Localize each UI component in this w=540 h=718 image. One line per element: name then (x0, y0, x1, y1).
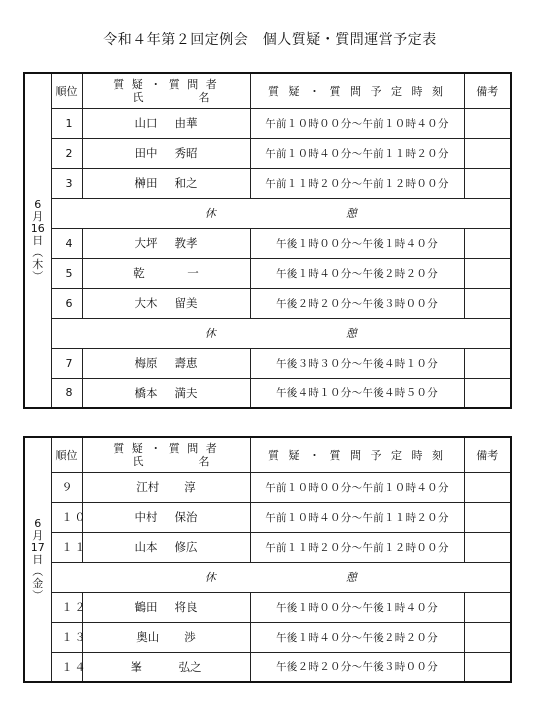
row-name (82, 378, 250, 408)
row-remarks (464, 228, 511, 258)
row-name (82, 138, 250, 168)
row-time: 午前１０時４０分～午前１１時２０分 (250, 502, 464, 532)
header-time: 質 疑 ・ 質 問 予 定 時 刻 (250, 437, 464, 472)
date-char: ︵ (32, 564, 44, 578)
row-order: 6 (51, 288, 82, 318)
break-label-b: 憩 (345, 571, 357, 584)
row-family-name: 橋本 (134, 385, 158, 400)
break-cell (51, 562, 511, 592)
row-family-name: 田中 (134, 146, 158, 160)
break-cell (51, 318, 511, 348)
table-row (24, 228, 511, 258)
header-name-mei: 名 (198, 90, 210, 104)
row-remarks (464, 652, 511, 682)
table-row (24, 108, 511, 138)
row-family-name: 江村 (136, 480, 160, 494)
row-family-name: 梅原 (134, 356, 158, 370)
header-name-shi: 氏 (132, 454, 144, 468)
header-time: 質 疑 ・ 質 問 予 定 時 刻 (250, 73, 464, 108)
row-given-name: 将良 (174, 600, 198, 614)
row-remarks (464, 168, 511, 198)
row-given-name: 保治 (174, 510, 198, 524)
row-family-name: 大坪 (134, 236, 158, 250)
table-row (24, 592, 511, 622)
row-name (82, 288, 250, 318)
row-order: １０ (51, 502, 82, 532)
break-label-b: 憩 (345, 327, 357, 340)
break-row (24, 562, 511, 592)
page-title: 令和４年第２回定例会 個人質疑・質問運営予定表 (103, 32, 437, 48)
table-row (24, 652, 511, 682)
date-char: 日 (32, 552, 44, 566)
header-name-line1: 質 疑 ・ 質 問 者 (113, 441, 219, 455)
table-row (24, 168, 511, 198)
table-row (24, 258, 511, 288)
row-order: 1 (51, 108, 82, 138)
row-remarks (464, 532, 511, 562)
row-remarks (464, 592, 511, 622)
schedule-table-day1 (23, 72, 512, 409)
row-time: 午後４時１０分～午後４時５０分 (250, 378, 464, 408)
row-order: 2 (51, 138, 82, 168)
row-remarks (464, 348, 511, 378)
row-given-name: 留美 (174, 296, 198, 310)
row-family-name: 乾 (133, 266, 145, 280)
row-given-name: 秀昭 (174, 146, 198, 160)
row-family-name: 奥山 (136, 630, 160, 644)
row-remarks (464, 138, 511, 168)
date-char: 木 (32, 257, 44, 271)
row-given-name: 和之 (174, 176, 198, 190)
row-order: 7 (51, 348, 82, 378)
row-remarks (464, 378, 511, 408)
date-char: 17 (30, 540, 45, 554)
row-order: 3 (51, 168, 82, 198)
break-label-a: 休 (204, 571, 216, 584)
row-name (82, 502, 250, 532)
date-char: ︶ (32, 269, 44, 283)
row-order: ９ (51, 472, 82, 502)
row-remarks (464, 472, 511, 502)
row-given-name: 満夫 (174, 385, 198, 400)
row-order: １２ (51, 592, 82, 622)
header-name-mei: 名 (198, 454, 210, 468)
header-name (82, 437, 250, 472)
row-family-name: 中村 (134, 510, 158, 524)
row-time: 午前１１時２０分～午前１２時００分 (250, 168, 464, 198)
row-order: 5 (51, 258, 82, 288)
row-family-name: 大木 (134, 296, 158, 310)
row-family-name: 鶴田 (134, 600, 158, 614)
row-remarks (464, 502, 511, 532)
row-given-name: 一 (187, 266, 199, 280)
break-row (24, 318, 511, 348)
break-label-a: 休 (204, 327, 216, 340)
header-remarks: 備考 (464, 73, 511, 108)
row-name (82, 108, 250, 138)
row-time: 午後１時００分～午後１時４０分 (250, 592, 464, 622)
row-order: 4 (51, 228, 82, 258)
row-given-name: 修広 (174, 540, 198, 554)
table-row (24, 532, 511, 562)
date-char: 16 (30, 221, 45, 235)
table-row (24, 348, 511, 378)
row-time: 午後２時２０分～午後３時００分 (250, 288, 464, 318)
break-row (24, 198, 511, 228)
row-remarks (464, 108, 511, 138)
table-row (24, 138, 511, 168)
row-name (82, 168, 250, 198)
row-given-name: 由華 (174, 116, 198, 130)
row-family-name: 榊田 (134, 176, 158, 190)
date-char: 6 (34, 197, 42, 211)
row-remarks (464, 258, 511, 288)
table-header-row (24, 437, 511, 472)
row-given-name: 渉 (184, 630, 196, 644)
schedule-table-day2 (23, 436, 512, 683)
header-name-shi: 氏 (132, 90, 144, 104)
table-row (24, 378, 511, 408)
header-name (82, 73, 250, 108)
break-cell (51, 198, 511, 228)
table-row (24, 502, 511, 532)
row-order: １３ (51, 622, 82, 652)
row-name (82, 348, 250, 378)
row-name (82, 472, 250, 502)
row-given-name: 淳 (184, 480, 196, 494)
row-time: 午後１時４０分～午後２時２０分 (250, 258, 464, 288)
row-order: １４ (51, 652, 82, 682)
row-given-name: 教孝 (174, 236, 198, 250)
break-label-a: 休 (204, 207, 216, 220)
row-time: 午後２時２０分～午後３時００分 (250, 652, 464, 682)
table-row (24, 622, 511, 652)
header-order: 順位 (51, 437, 82, 472)
row-name (82, 592, 250, 622)
row-name (82, 258, 250, 288)
row-name (82, 652, 250, 682)
break-label-b: 憩 (345, 207, 357, 220)
header-remarks: 備考 (464, 437, 511, 472)
row-order: 8 (51, 378, 82, 408)
row-time: 午前１０時００分～午前１０時４０分 (250, 108, 464, 138)
row-time: 午後１時００分～午後１時４０分 (250, 228, 464, 258)
table-header-row (24, 73, 511, 108)
date-char: 6 (34, 516, 42, 530)
date-char: 日 (32, 233, 44, 247)
row-given-name: 壽恵 (174, 356, 198, 370)
row-given-name: 弘之 (178, 659, 202, 674)
date-cell-day1 (24, 73, 51, 408)
table-row (24, 472, 511, 502)
table-row (24, 288, 511, 318)
date-char: ︵ (32, 245, 44, 259)
row-family-name: 峯 (130, 659, 142, 674)
row-name (82, 532, 250, 562)
row-time: 午後３時３０分～午後４時１０分 (250, 348, 464, 378)
date-char: 月 (32, 528, 44, 542)
row-time: 午前１０時４０分～午前１１時２０分 (250, 138, 464, 168)
date-char: 金 (32, 576, 44, 590)
row-time: 午前１０時００分～午前１０時４０分 (250, 472, 464, 502)
row-family-name: 山口 (134, 116, 158, 130)
row-remarks (464, 622, 511, 652)
row-name (82, 228, 250, 258)
date-cell-day2 (24, 437, 51, 682)
date-char: 月 (32, 209, 44, 223)
row-family-name: 山本 (134, 540, 158, 554)
row-remarks (464, 288, 511, 318)
row-time: 午後１時４０分～午後２時２０分 (250, 622, 464, 652)
header-order: 順位 (51, 73, 82, 108)
row-order: １１ (51, 532, 82, 562)
date-char: ︶ (32, 588, 44, 602)
row-time: 午前１１時２０分～午前１２時００分 (250, 532, 464, 562)
row-name (82, 622, 250, 652)
header-name-line1: 質 疑 ・ 質 問 者 (113, 77, 219, 91)
